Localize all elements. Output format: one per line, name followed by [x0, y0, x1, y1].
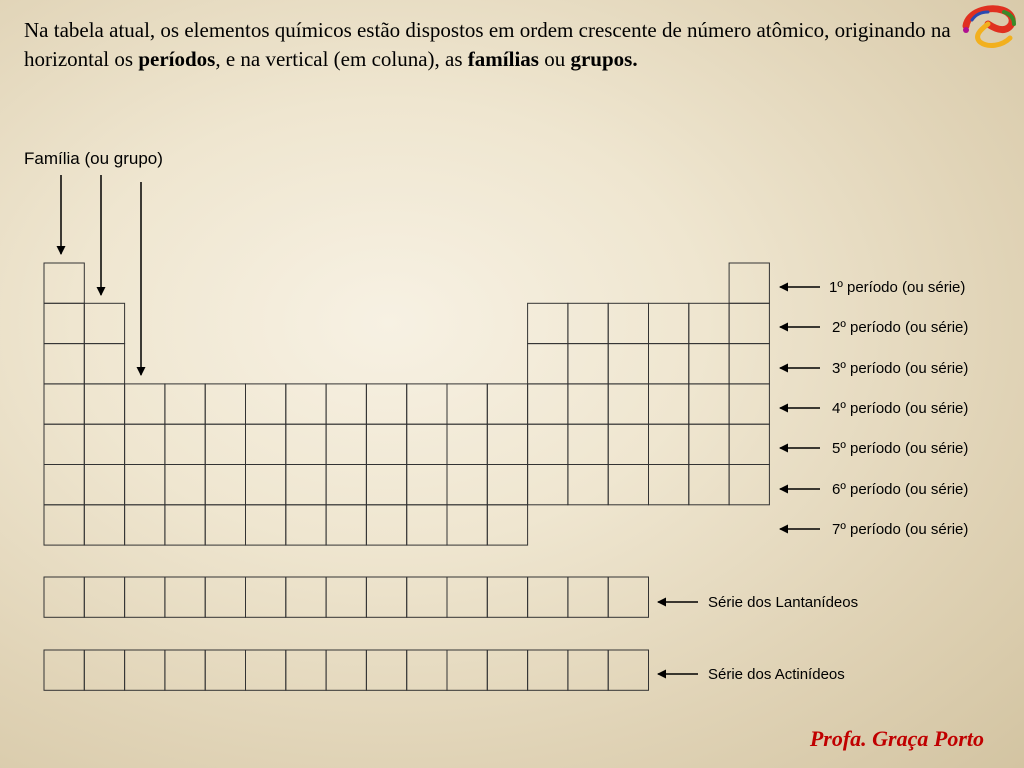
- table-cell-p4-g9: [366, 384, 406, 424]
- actinide-cell-10: [407, 650, 447, 690]
- lanthanide-cell-15: [608, 577, 648, 617]
- intro-bold-periodos: períodos: [138, 47, 216, 71]
- table-cell-p5-g4: [165, 424, 205, 464]
- table-cell-p3-g18: [729, 344, 769, 384]
- table-cell-p6-g18: [729, 465, 769, 505]
- actinides-label: Série dos Actinídeos: [708, 666, 845, 683]
- table-cell-p6-g2: [84, 465, 124, 505]
- table-cell-p4-g2: [84, 384, 124, 424]
- table-cell-p4-g14: [568, 384, 608, 424]
- table-cell-p6-g6: [246, 465, 286, 505]
- table-cell-p2-g15: [608, 303, 648, 343]
- actinide-cell-9: [366, 650, 406, 690]
- table-cell-p3-g15: [608, 344, 648, 384]
- table-cell-p2-g1: [44, 303, 84, 343]
- actinide-cell-13: [528, 650, 568, 690]
- table-cell-p6-g9: [366, 465, 406, 505]
- period-label-5: 5º período (ou série): [832, 440, 969, 457]
- table-cell-p5-g7: [286, 424, 326, 464]
- actinide-cell-2: [84, 650, 124, 690]
- table-cell-p7-g7: [286, 505, 326, 545]
- table-cell-p6-g14: [568, 465, 608, 505]
- periodic-table-cells: [44, 263, 769, 545]
- table-cell-p4-g5: [205, 384, 245, 424]
- table-cell-p7-g4: [165, 505, 205, 545]
- table-cell-p3-g1: [44, 344, 84, 384]
- actinide-cell-12: [487, 650, 527, 690]
- table-cell-p5-g17: [689, 424, 729, 464]
- lanthanide-cell-14: [568, 577, 608, 617]
- intro-bold-grupos: grupos.: [570, 47, 638, 71]
- table-cell-p5-g8: [326, 424, 366, 464]
- table-cell-p5-g10: [407, 424, 447, 464]
- table-cell-p7-g5: [205, 505, 245, 545]
- table-cell-p5-g15: [608, 424, 648, 464]
- table-cell-p6-g5: [205, 465, 245, 505]
- table-cell-p4-g8: [326, 384, 366, 424]
- table-cell-p5-g11: [447, 424, 487, 464]
- table-cell-p3-g16: [649, 344, 689, 384]
- table-cell-p5-g13: [528, 424, 568, 464]
- table-cell-p5-g6: [246, 424, 286, 464]
- lanthanides-label: Série dos Lantanídeos: [708, 594, 859, 611]
- table-cell-p7-g12: [487, 505, 527, 545]
- table-cell-p3-g17: [689, 344, 729, 384]
- table-cell-p7-g9: [366, 505, 406, 545]
- table-cell-p2-g16: [649, 303, 689, 343]
- lanthanide-cell-10: [407, 577, 447, 617]
- table-cell-p5-g16: [649, 424, 689, 464]
- table-cell-p7-g11: [447, 505, 487, 545]
- lanthanide-cell-13: [528, 577, 568, 617]
- lanthanide-cell-4: [165, 577, 205, 617]
- table-cell-p7-g2: [84, 505, 124, 545]
- table-cell-p6-g1: [44, 465, 84, 505]
- table-cell-p1-g18: [729, 263, 769, 303]
- actinide-cell-7: [286, 650, 326, 690]
- intro-part-1: Na tabela atual, os elementos químicos estão dispostos em ordem crescente de número atômico, originando na horizontal os: [24, 18, 951, 71]
- table-cell-p6-g4: [165, 465, 205, 505]
- actinide-cell-11: [447, 650, 487, 690]
- table-cell-p5-g12: [487, 424, 527, 464]
- lanthanide-cell-2: [84, 577, 124, 617]
- actinide-cell-14: [568, 650, 608, 690]
- table-cell-p4-g1: [44, 384, 84, 424]
- lanthanide-cell-8: [326, 577, 366, 617]
- table-cell-p4-g17: [689, 384, 729, 424]
- period-label-2: 2º período (ou série): [832, 319, 969, 336]
- actinide-cell-8: [326, 650, 366, 690]
- intro-part-3: ou: [538, 47, 571, 71]
- period-label-1: 1º período (ou série): [829, 279, 966, 296]
- actinide-cell-15: [608, 650, 648, 690]
- intro-bold-familias: famílias: [467, 47, 539, 71]
- table-cell-p2-g17: [689, 303, 729, 343]
- table-cell-p5-g5: [205, 424, 245, 464]
- lanthanide-cell-3: [125, 577, 165, 617]
- table-cell-p4-g13: [528, 384, 568, 424]
- table-cell-p5-g18: [729, 424, 769, 464]
- table-cell-p7-g8: [326, 505, 366, 545]
- table-cell-p3-g2: [84, 344, 124, 384]
- table-cell-p7-g10: [407, 505, 447, 545]
- intro-part-2: , e na vertical (em coluna), as: [215, 47, 468, 71]
- table-cell-p7-g6: [246, 505, 286, 545]
- f-block-cells: [44, 577, 649, 690]
- author-signature: Profa. Graça Porto: [809, 726, 984, 751]
- actinide-cell-5: [205, 650, 245, 690]
- lanthanide-cell-5: [205, 577, 245, 617]
- table-cell-p4-g10: [407, 384, 447, 424]
- lanthanide-cell-12: [487, 577, 527, 617]
- table-cell-p6-g7: [286, 465, 326, 505]
- table-cell-p4-g4: [165, 384, 205, 424]
- table-cell-p5-g1: [44, 424, 84, 464]
- table-cell-p6-g12: [487, 465, 527, 505]
- actinide-cell-6: [246, 650, 286, 690]
- table-cell-p4-g15: [608, 384, 648, 424]
- table-cell-p4-g3: [125, 384, 165, 424]
- lanthanide-cell-6: [246, 577, 286, 617]
- period-label-6: 6º período (ou série): [832, 481, 969, 498]
- table-cell-p4-g16: [649, 384, 689, 424]
- period-label-4: 4º período (ou série): [832, 400, 969, 417]
- table-cell-p4-g11: [447, 384, 487, 424]
- actinide-cell-4: [165, 650, 205, 690]
- family-label: Família (ou grupo): [24, 149, 163, 168]
- actinide-cell-3: [125, 650, 165, 690]
- table-cell-p6-g16: [649, 465, 689, 505]
- table-cell-p4-g12: [487, 384, 527, 424]
- table-cell-p6-g15: [608, 465, 648, 505]
- lanthanide-cell-9: [366, 577, 406, 617]
- table-cell-p6-g13: [528, 465, 568, 505]
- table-cell-p3-g13: [528, 344, 568, 384]
- table-cell-p6-g10: [407, 465, 447, 505]
- period-label-3: 3º período (ou série): [832, 360, 969, 377]
- table-cell-p6-g3: [125, 465, 165, 505]
- period-label-7: 7º período (ou série): [832, 521, 969, 538]
- table-cell-p2-g14: [568, 303, 608, 343]
- table-cell-p5-g9: [366, 424, 406, 464]
- lanthanide-cell-7: [286, 577, 326, 617]
- table-cell-p4-g6: [246, 384, 286, 424]
- table-cell-p6-g11: [447, 465, 487, 505]
- table-cell-p3-g14: [568, 344, 608, 384]
- table-cell-p5-g14: [568, 424, 608, 464]
- table-cell-p1-g1: [44, 263, 84, 303]
- table-cell-p6-g17: [689, 465, 729, 505]
- table-cell-p4-g7: [286, 384, 326, 424]
- table-cell-p7-g1: [44, 505, 84, 545]
- table-cell-p4-g18: [729, 384, 769, 424]
- table-cell-p2-g2: [84, 303, 124, 343]
- table-cell-p5-g3: [125, 424, 165, 464]
- table-cell-p5-g2: [84, 424, 124, 464]
- table-cell-p6-g8: [326, 465, 366, 505]
- table-cell-p2-g18: [729, 303, 769, 343]
- lanthanide-cell-1: [44, 577, 84, 617]
- lanthanide-cell-11: [447, 577, 487, 617]
- table-cell-p7-g3: [125, 505, 165, 545]
- table-cell-p2-g13: [528, 303, 568, 343]
- actinide-cell-1: [44, 650, 84, 690]
